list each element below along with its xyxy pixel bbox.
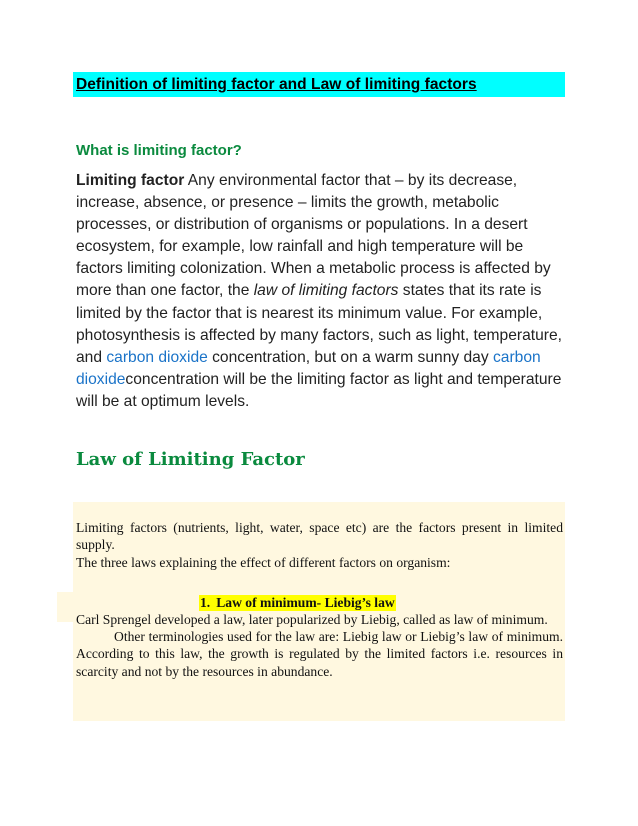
box-line-2: The three laws explaining the effect of different factors on organism:: [76, 554, 451, 570]
paragraph-text-2: states that its rate is limited by the factor that is nearest its minimum value. For example, photosynthesis is affected by many factors, such as light, temperature, and: [76, 282, 562, 366]
question-heading: What is limiting factor?: [76, 142, 242, 159]
carbon-dioxide-link-2[interactable]: carbon dioxide: [76, 348, 541, 388]
box-line-3: Carl Sprengel developed a law, later popularized by Liebig, called as law of minimum.: [76, 611, 548, 627]
box-line-1: Limiting factors (nutrients, light, water, space etc) are the factors present in limited supply.: [76, 520, 563, 553]
document-title: Definition of limiting factor and Law of limiting factors: [76, 76, 477, 93]
law-heading: Law of Limiting Factor: [76, 449, 305, 470]
paragraph-italic-term: law of limiting factors: [253, 282, 399, 300]
carbon-dioxide-link-1[interactable]: carbon dioxide: [106, 348, 208, 366]
paragraph-text-1: Any environmental factor that – by its decrease, increase, absence, or presence – limits the growth, metabolic processes, or distribution of organisms or populations. In a desert ecosystem, for example, low rainfall and high temperature will be factors limiting colonization. When a metabolic process is affected by more than one factor, the: [76, 172, 551, 300]
paragraph-text-3: concentration, but on a warm sunny day: [207, 348, 493, 366]
numbered-heading: [199, 595, 396, 611]
paragraph-text-4: concentration will be the limiting factor as light and temperature will be at optimum levels.: [76, 370, 562, 410]
numbered-index: 1.: [200, 595, 211, 610]
paragraph-lead: Limiting factor: [76, 172, 185, 189]
definition-paragraph: [76, 170, 566, 413]
box-line-4: Other terminologies used for the law are: Liebig law or Liebig’s law of minimum. According to this law, the growth is regulated by the limited factors i.e. resources in scarcity and not by the resources in abundance.: [76, 629, 563, 679]
numbered-title: Law of minimum- Liebig’s law: [216, 595, 395, 610]
